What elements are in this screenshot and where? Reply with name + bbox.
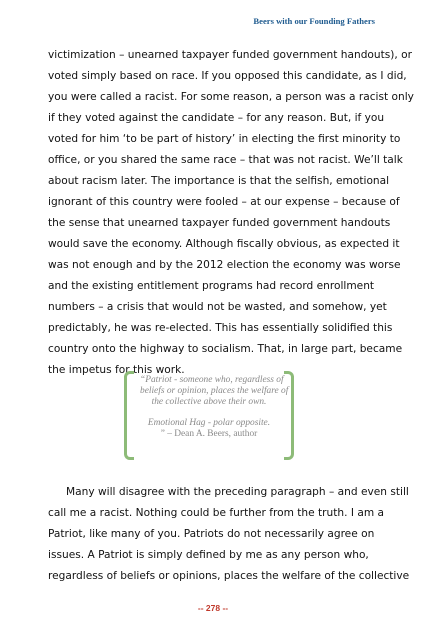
quote-line: “Patriot - someone who, regardless of: [140, 375, 284, 385]
quote-line: beliefs or opinion, places the welfare of: [140, 386, 289, 396]
text-line: victimization – unearned taxpayer funded government handouts), or: [48, 49, 413, 61]
text-line: and the existing entitlement programs had record enrollment: [48, 280, 375, 292]
text-line: country onto the highway to socialism. That, in large part, became: [48, 343, 403, 355]
quote-attribution: ” – Dean A. Beers, author: [160, 429, 258, 439]
text-line: voted simply based on race. If you opposed this candidate, as I did,: [48, 70, 407, 82]
text-line: if they voted against the candidate – for any reason. But, if you: [48, 112, 385, 124]
text-line: voted for him ‘to be part of history’ in electing the first minority to: [48, 133, 401, 145]
text-line: issues. A Patriot is simply defined by me as any person who,: [48, 549, 369, 561]
text-line: numbers – a crisis that would not be wasted, and somehow, yet: [48, 301, 387, 313]
text-line: Patriot, like many of you. Patriots do not necessarily agree on: [48, 528, 375, 540]
quote-hag-line: Emotional Hag - polar opposite.: [147, 418, 271, 428]
text-line: ignorant of this country were fooled – at our expense – because of: [48, 196, 400, 208]
text-line: would save the economy. Although fiscally obvious, as expected it: [48, 238, 400, 250]
quote-text: [140, 375, 289, 440]
body-paragraph-2: [48, 482, 410, 587]
body-paragraph-1: [48, 45, 414, 381]
text-line: call me a racist. Nothing could be further from the truth. I am a: [48, 507, 385, 519]
text-line: office, or you shared the same race – that was not racist. We’ll talk: [48, 154, 403, 166]
text-line: the sense that unearned taxpayer funded government handouts: [48, 217, 391, 229]
right-bracket: [284, 371, 294, 460]
text-line: was not enough and by the 2012 election the economy was worse: [48, 259, 401, 271]
page-number: -- 278 --: [197, 603, 229, 613]
running-header: Beers with our Founding Fathers: [253, 16, 375, 26]
text-line: regardless of beliefs or opinions, places the welfare of the collective: [48, 570, 410, 582]
text-line: predictably, he was re-elected. This has essentially solidified this: [48, 322, 393, 334]
text-line: you were called a racist. For some reason, a person was a racist only: [48, 91, 414, 103]
text-line: about racism later. The importance is that the selfish, emotional: [48, 175, 390, 187]
text-line: the impetus for this work.: [48, 364, 185, 376]
pull-quote: [124, 371, 294, 462]
left-bracket: [124, 371, 134, 460]
text-line: Many will disagree with the preceding paragraph – and even still: [66, 486, 409, 498]
quote-line: the collective above their own.: [151, 397, 267, 407]
